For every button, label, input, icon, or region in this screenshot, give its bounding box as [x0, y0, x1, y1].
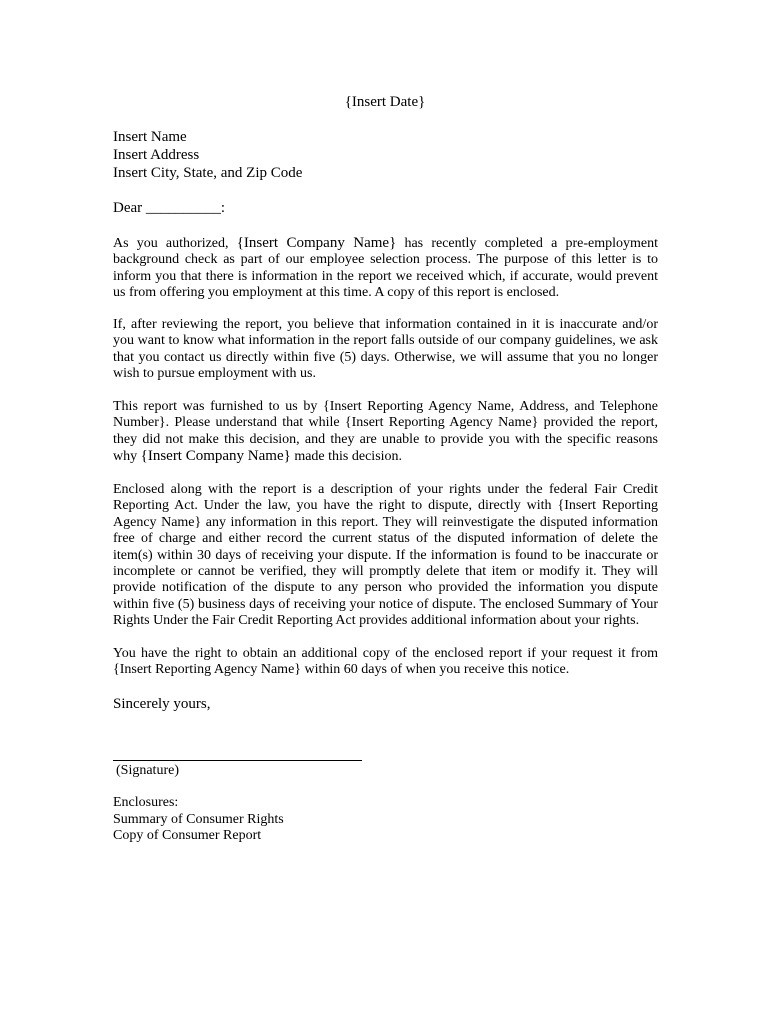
p3-company-placeholder: {Insert Company Name}: [140, 448, 291, 465]
p3-tail: made this decision.: [294, 449, 403, 465]
p1-company-placeholder: {Insert Company Name}: [236, 235, 397, 251]
enclosure-item: Summary of Consumer Rights: [113, 811, 284, 827]
recipient-name: Insert Name: [113, 129, 187, 145]
letter-date: {Insert Date}: [344, 94, 426, 110]
recipient-city-state-zip: Insert City, State, and Zip Code: [113, 165, 303, 181]
enclosures-heading: Enclosures:: [113, 795, 179, 810]
p1-rest: has recently completed a pre-employment background check as part of our employee selection process. The purpose of this letter is to inform you that there is information in the report we received which, if accurate, would prevent us from offering you employment at this time. A copy of this report is enclosed.: [113, 236, 659, 301]
paragraph-fcra-rights: Enclosed along with the report is a description of your rights under the federal Fair Credit Reporting Act. Under the law, you have the right to dispute, directly with {Insert Reporting Agency Name} any information in this report. They will reinvestigate the disputed information free of charge and either record the current status of the disputed information of delete the item(s) within 30 days of receiving your dispute. If the information is found to be inaccurate or incomplete or cannot be verified, they will promptly delete that item or modify it. They will provide notification of the dispute to any person who provided the information you dispute within five (5) business days of receiving your notice of dispute. The enclosed Summary of Your Rights Under the Fair Credit Reporting Act provides additional information about your rights.: [113, 482, 658, 629]
signature-line: [113, 760, 362, 761]
recipient-address-block: [113, 128, 302, 182]
paragraph-reporting-agency: [113, 399, 658, 466]
paragraph-authorization: [113, 235, 658, 302]
p1-lead: As you authorized,: [113, 236, 229, 251]
paragraph-additional-copy: You have the right to obtain an additional copy of the enclosed report if your request it from {Insert Reporting Agency Name} within 60 days of when you receive this notice.: [113, 646, 658, 678]
recipient-address: Insert Address: [113, 147, 200, 163]
p3-text: This report was furnished to us by {Insert Reporting Agency Name, Address, and Telephone Number}. Please understand that while {Insert Reporting Agency Name} provided the report, they did not make this decision, and they are unable to provide you with the specific reasons why: [113, 399, 658, 465]
signature-label: (Signature): [116, 763, 179, 778]
closing: Sincerely yours,: [113, 696, 211, 712]
salutation: Dear __________:: [113, 200, 226, 216]
enclosure-item: Copy of Consumer Report: [113, 828, 262, 843]
enclosures-block: [113, 795, 284, 845]
paragraph-review-report: If, after reviewing the report, you believe that information contained in it is inaccurate and/or you want to know what information in the report falls outside of our company guidelines, we ask that you contact us directly within five (5) days. Otherwise, we will assume that you no longer wish to pursue employment with us.: [113, 317, 658, 382]
